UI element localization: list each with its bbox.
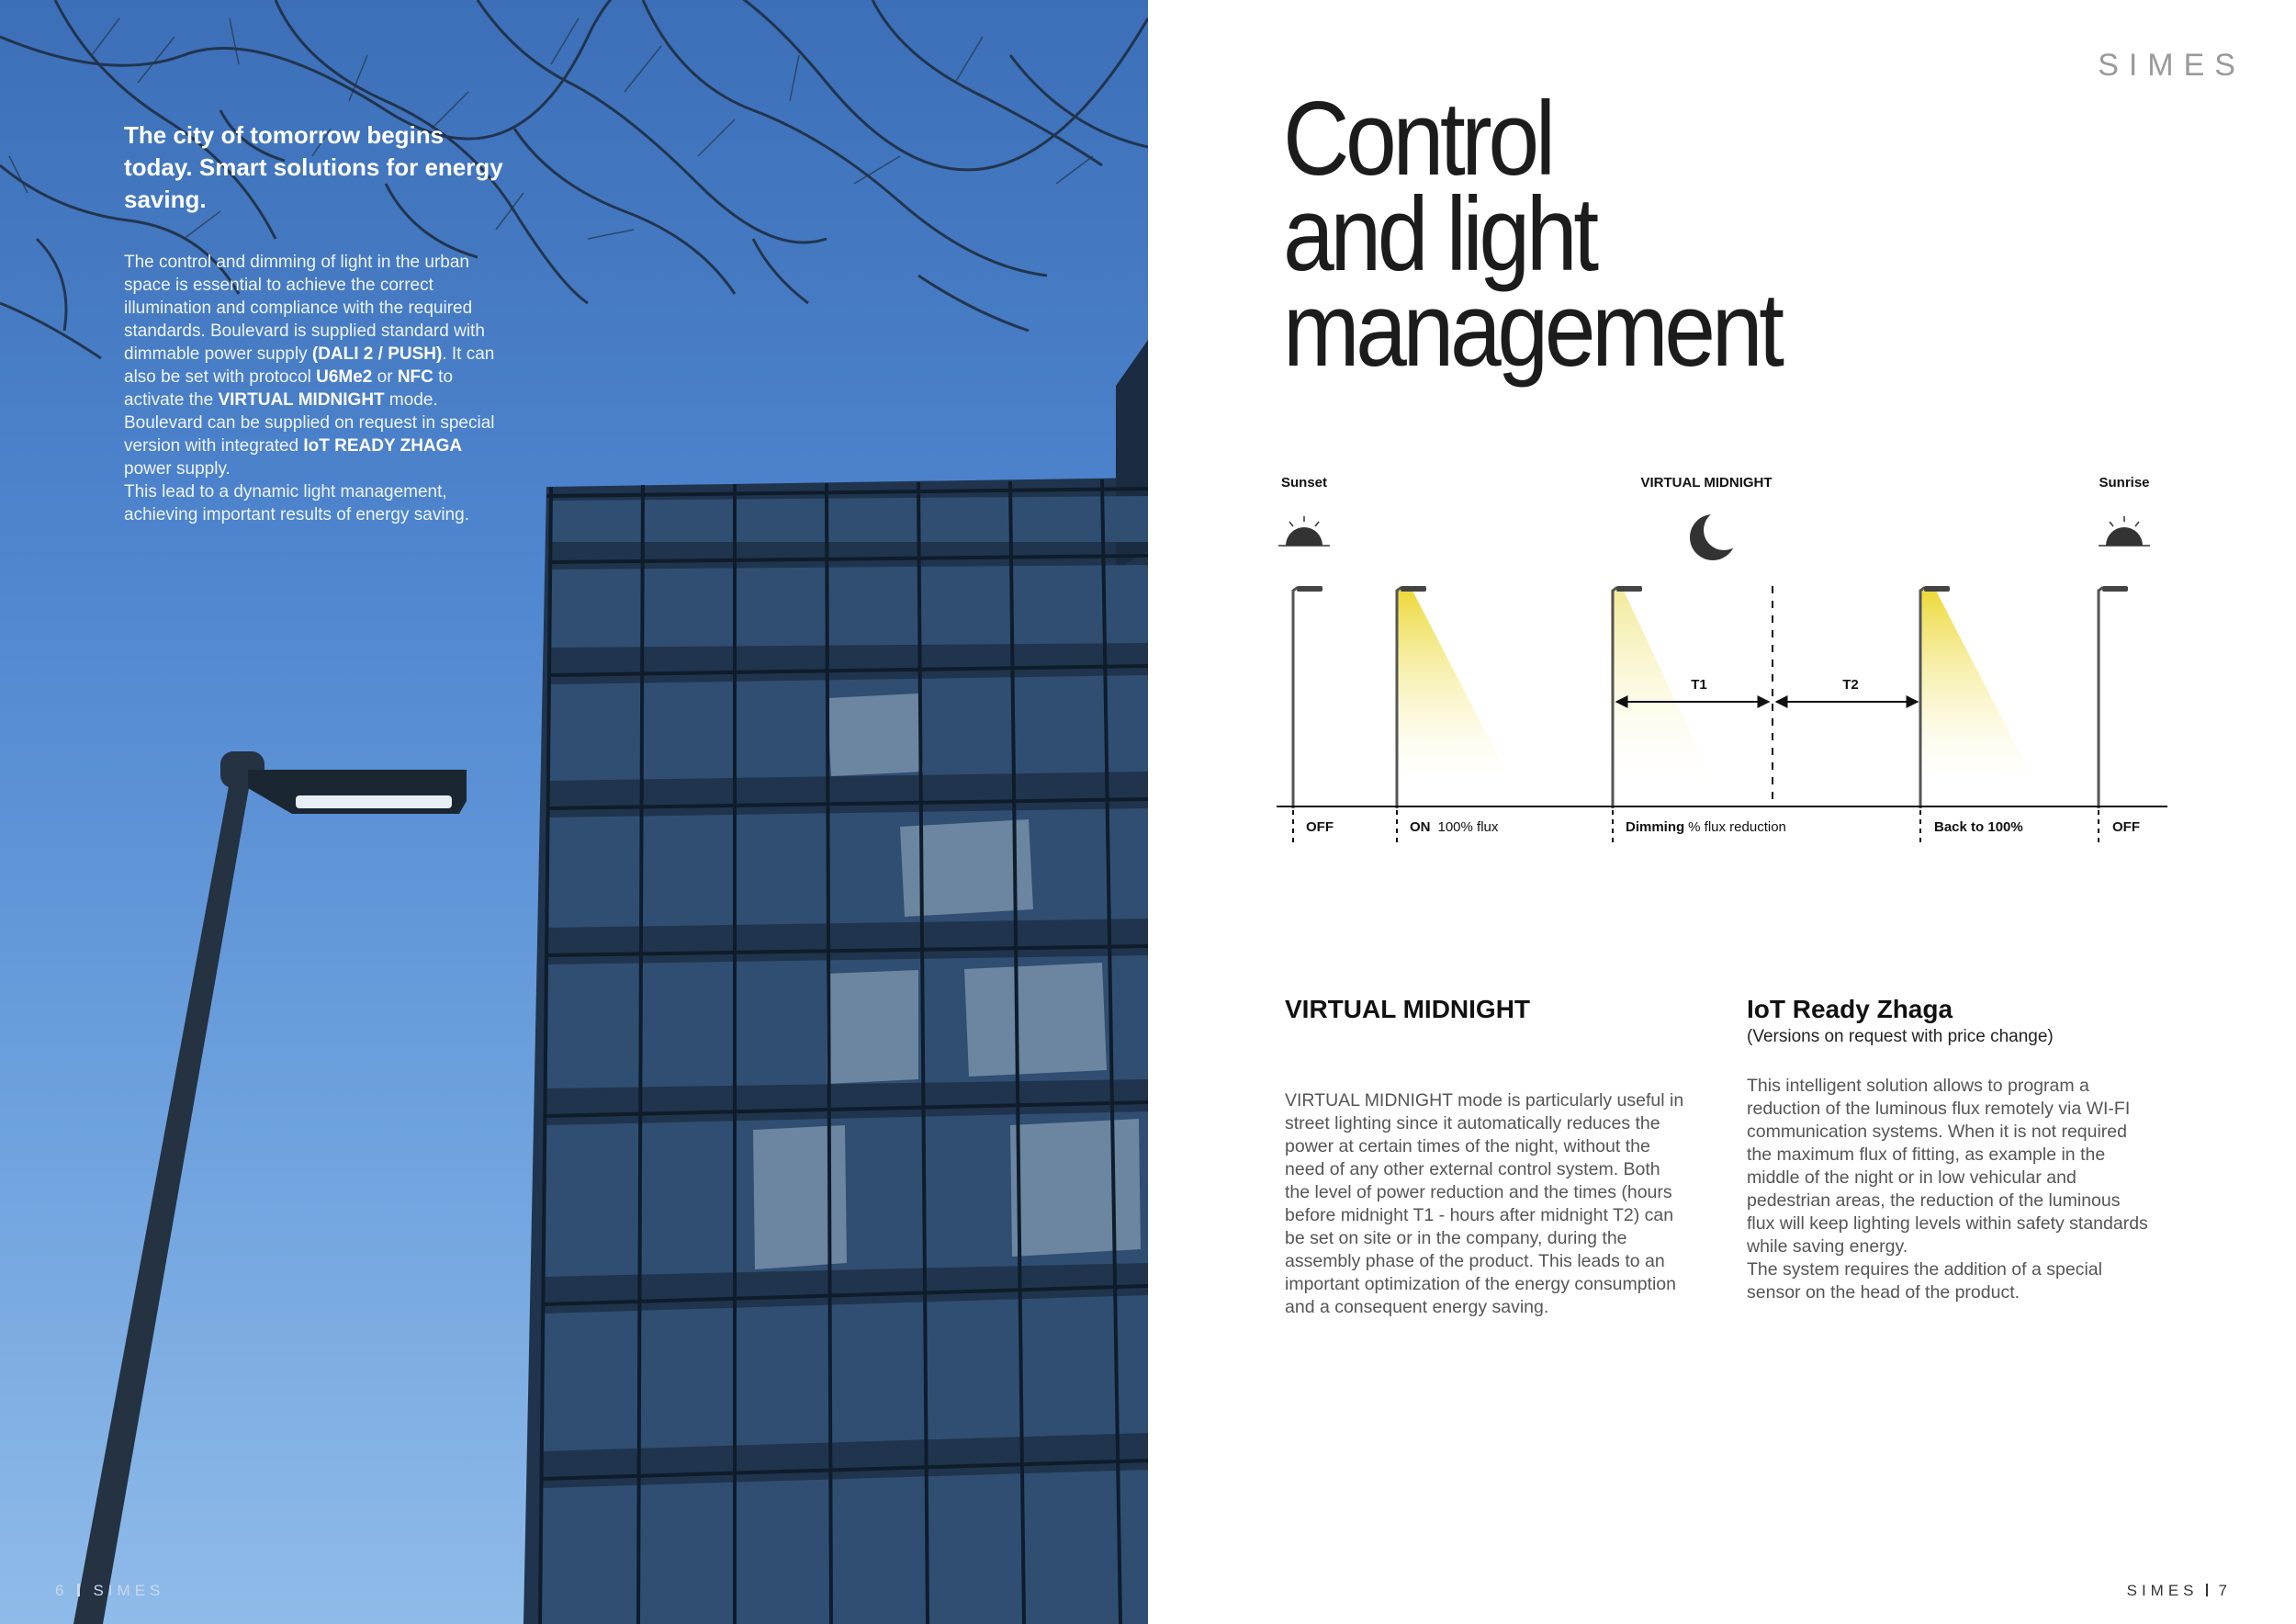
state-on-bold: ON — [1410, 819, 1431, 835]
t2-label: T2 — [1842, 677, 1859, 693]
virtual-midnight-diagram — [1277, 468, 2195, 854]
folio-brand-left: SIMES — [93, 1582, 165, 1599]
iot-zhaga-body: This intelligent solution allows to program a reduction of the luminous flux remotely via WI-FI communication systems. When it is not required the maximum flux of fitting, as example in the middle of the night or in low vehicular and pedestrian areas, the reduction of the luminous flux will keep lighting levels within safety standards while saving energy. The system requires the addition of a special sensor on the head of the product. — [1747, 1076, 2148, 1303]
state-back: Back to 100% — [1934, 819, 2023, 835]
intro-text: mode. Boulevard can be supplied on request in special version with integrated — [124, 390, 495, 456]
right-page — [1148, 0, 2296, 1624]
virtual-midnight-body: VIRTUAL MIDNIGHT mode is particularly useful in street lighting since it automatically reduces the power at certain times of the night, without the need of any other external control system. Both the level of power reduction and the times (hours before midnight T1 - hours after midnight T2) can be set on site or in the company, during the assembly phase of the product. This leads to an important optimization of the energy consumption and a consequent energy saving. — [1285, 1090, 1684, 1317]
state-dimming-rest: % flux reduction — [1688, 819, 1786, 835]
label-sunset: Sunset — [1281, 475, 1328, 491]
iot-zhaga-subheading: (Versions on request with price change) — [1747, 1027, 2054, 1046]
intro-text: power supply. — [124, 459, 231, 479]
state-dimming — [1626, 819, 1786, 835]
intro-bold-text: (DALI 2 / PUSH) — [311, 344, 443, 364]
sunset-icon — [1278, 516, 1330, 546]
intro-bold-text: NFC — [397, 367, 433, 387]
intro-bold-text: IoT READY ZHAGA — [303, 436, 463, 456]
state-dimming-bold: Dimming — [1626, 819, 1685, 835]
folio-separator — [2206, 1584, 2208, 1596]
street-lamp — [73, 751, 467, 1624]
intro-body — [124, 251, 510, 526]
state-off-1: OFF — [1306, 819, 1334, 835]
title-line-1: Control — [1283, 81, 1552, 197]
beam-on — [1396, 591, 1511, 781]
moon-icon — [1690, 510, 1744, 560]
iot-zhaga-section — [1747, 994, 2151, 1304]
brand-logo: SIMES — [2098, 48, 2245, 83]
title-line-3: management — [1283, 272, 1781, 389]
title-line-2: and light — [1283, 176, 1595, 293]
intro-text: or — [372, 367, 398, 387]
state-off-2: OFF — [2112, 819, 2140, 835]
sunrise-icon — [2099, 516, 2150, 546]
page-title — [1283, 81, 1781, 389]
intro-text-block — [124, 119, 510, 526]
intro-text: The control and dimming of light in the urban space is essential to achieve the correct illumination and compliance with the required standards. Boulevard is supplied standard with dimmable power supply — [124, 253, 485, 364]
virtual-midnight-heading: VIRTUAL MIDNIGHT — [1285, 995, 1531, 1023]
intro-text: This lead to a dynamic light management, achieving important results of energy saving. — [124, 482, 469, 524]
page-folio-left — [55, 1582, 164, 1600]
intro-bold-text: U6Me2 — [316, 367, 373, 387]
iot-zhaga-heading: IoT Ready Zhaga — [1747, 995, 1953, 1023]
label-virtual-midnight: VIRTUAL MIDNIGHT — [1640, 475, 1773, 491]
virtual-midnight-section — [1285, 994, 1689, 1319]
intro-text: to activate the — [124, 367, 454, 410]
glass-building — [523, 340, 1148, 1624]
page-folio-right — [2127, 1582, 2232, 1600]
page-number-right: 7 — [2218, 1582, 2232, 1599]
intro-text: . It can also be set with protocol — [124, 344, 495, 387]
t1-label: T1 — [1691, 677, 1707, 693]
state-on-rest: 100% flux — [1437, 819, 1499, 835]
folio-separator — [77, 1584, 80, 1596]
lamp-heads — [1297, 586, 2128, 592]
page-number-left: 6 — [55, 1582, 69, 1599]
beam-back — [1919, 591, 2034, 781]
intro-heading: The city of tomorrow begins today. Smart solutions for energy saving. — [124, 121, 503, 213]
state-on — [1410, 819, 1499, 835]
folio-brand-right: SIMES — [2126, 1582, 2199, 1599]
label-sunrise: Sunrise — [2099, 475, 2150, 491]
intro-bold-text: VIRTUAL MIDNIGHT — [218, 390, 385, 410]
